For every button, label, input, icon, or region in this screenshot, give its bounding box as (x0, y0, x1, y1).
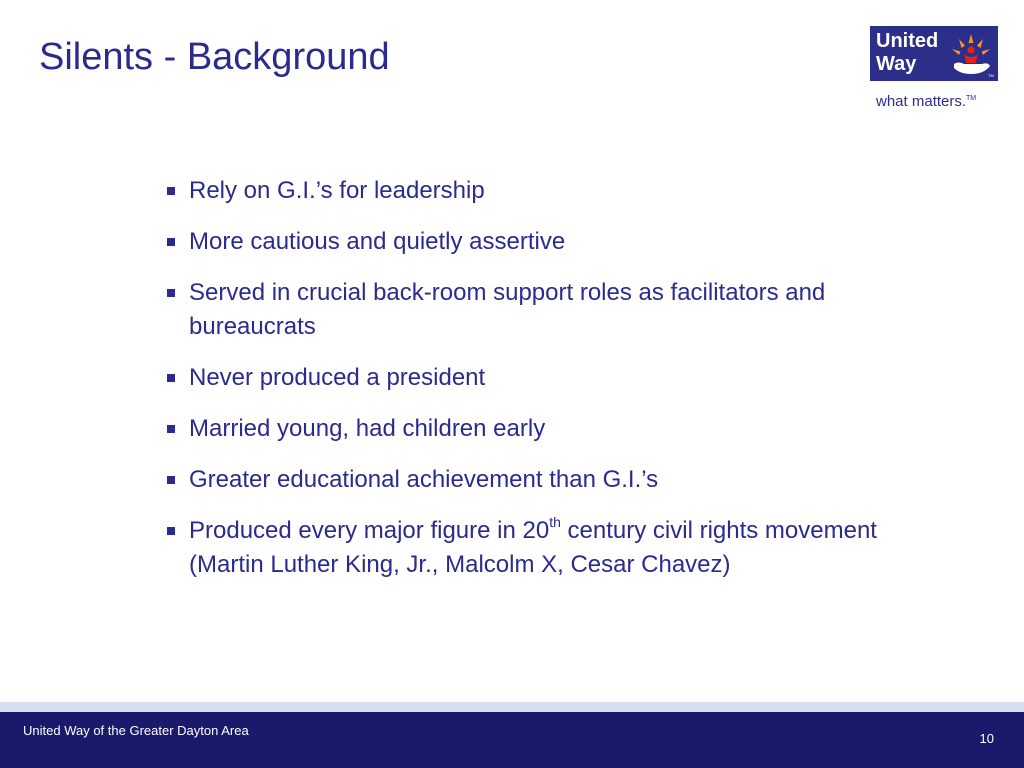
ordinal-superscript: th (549, 514, 561, 530)
logo-word-way: Way (876, 53, 917, 75)
bullet-item (165, 174, 905, 208)
square-bullet-icon (167, 187, 175, 195)
bullet-list (165, 174, 905, 599)
united-way-logo (870, 24, 1000, 114)
square-bullet-icon (167, 476, 175, 484)
square-bullet-icon (167, 238, 175, 246)
bullet-item (165, 276, 905, 344)
tagline-trademark: TM (966, 95, 977, 102)
square-bullet-icon (167, 289, 175, 297)
bullet-item (165, 225, 905, 259)
footer-bar (0, 712, 1024, 768)
bullet-text: More cautious and quietly assertive (189, 228, 566, 255)
footer-divider-strip (0, 702, 1024, 712)
bullet-text: Rely on G.I.’s for leadership (189, 177, 485, 204)
square-bullet-icon (167, 527, 175, 535)
bullet-text: Married young, had children early (189, 415, 546, 442)
bullet-text: Never produced a president (189, 364, 486, 391)
logo-box (870, 26, 998, 81)
bullet-item (165, 412, 905, 446)
bullet-item (165, 463, 905, 497)
square-bullet-icon (167, 425, 175, 433)
bullet-item (165, 361, 905, 395)
logo-tagline (876, 90, 976, 111)
page-number: 10 (979, 731, 994, 746)
bullet-text-start: Produced every major figure in 20 (189, 517, 550, 544)
slide-title: Silents - Background (39, 36, 390, 78)
bullet-text: Served in crucial back-room support roles as facilitators and bureaucrats (189, 279, 826, 340)
trademark-mark: TM (988, 73, 994, 78)
bullet-item (165, 514, 905, 582)
bullet-text-end: century civil rights movement (Martin Luther King, Jr., Malcolm X, Cesar Chavez) (189, 517, 877, 578)
bullet-text: Greater educational achievement than G.I.’s (189, 466, 659, 493)
logo-word-united: United (876, 30, 939, 52)
helping-hand-icon (948, 30, 994, 78)
tagline-text: what matters. (876, 93, 967, 110)
footer-organization: United Way of the Greater Dayton Area (23, 723, 249, 738)
square-bullet-icon (167, 374, 175, 382)
